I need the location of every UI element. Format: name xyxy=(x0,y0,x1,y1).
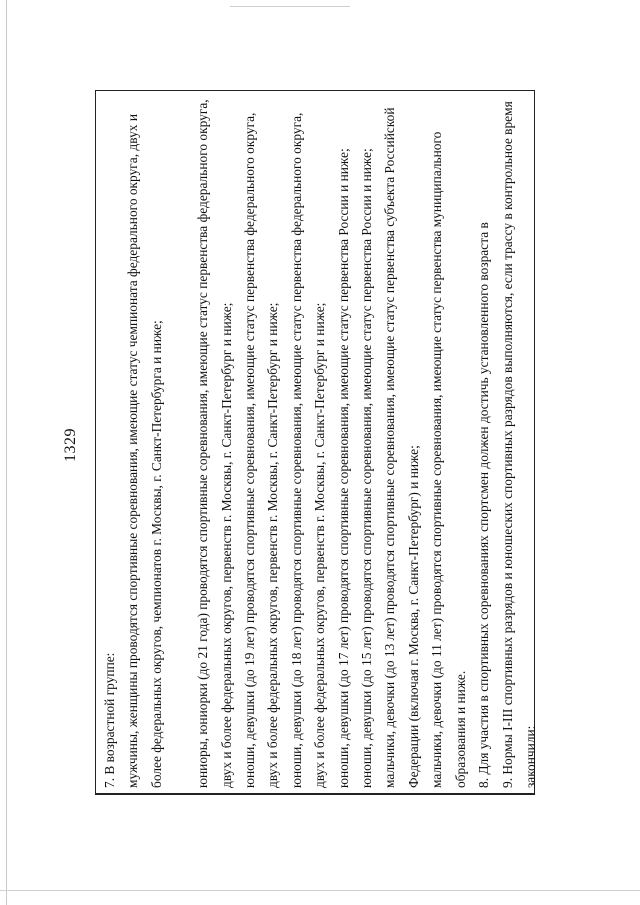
paragraph-gap xyxy=(168,96,191,788)
section-7-youth-17: юноши, девушки (до 17 лет) проводятся спортивные соревнования, имеющие статус первенства России и ниже; xyxy=(335,148,351,788)
section-8: 8. Для участия в спортивных соревнованиях спортсмен должен достичь установленного возраста в xyxy=(476,222,492,788)
scan-mark-top xyxy=(230,6,350,7)
scan-edge-left xyxy=(6,0,7,905)
section-9: 9. Нормы I-III спортивных разрядов и юношеских спортивных разрядов выполняются, если трассу в контрольное время закончили: xyxy=(499,101,538,788)
section-7-youth-19: юноши, девушки (до 19 лет) проводятся спортивные соревнования, имеющие статус первенства федерального округа, двух и более федеральных округов, первенств г. Москвы, г. Санкт-Петербург и ниже; xyxy=(242,112,281,788)
table-content-cell xyxy=(98,96,542,788)
section-7-men-women: мужчины, женщины проводятся спортивные соревнования, имеющие статус чемпионата федерального округа, двух и более федеральных округов, чемпионатов г. Москвы, г. Санкт-Петербурга и ниже; xyxy=(125,114,164,788)
section-7-boys-13: мальчики, девочки (до 13 лет) проводятся спортивные соревнования, имеющие статус первенства субъекта Российской Федерации (включая г. Москва, г. Санкт-Петербург) и ниже; xyxy=(382,107,421,788)
section-7-youth-15: юноши, девушки (до 15 лет) проводятся спортивные соревнования, имеющие статус первенства России и ниже; xyxy=(359,148,375,788)
scan-edge-bottom xyxy=(0,890,640,891)
page-number: 1329 xyxy=(62,428,79,462)
table-column-divider xyxy=(96,793,534,794)
section-7-juniors-21: юниоры, юниорки (до 21 года) проводятся спортивные соревнования, имеющие статус первенства федерального округа, двух и более федеральных округов, первенств г. Москвы, г. Санкт-Петербург и ниже; xyxy=(195,99,234,788)
section-7-boys-11: мальчики, девочки (до 11 лет) проводятся спортивные соревнования, имеющие статус первенства муниципального образования и ниже. xyxy=(429,131,468,788)
section-7-youth-18: юноши, девушки (до 18 лет) проводятся спортивные соревнования, имеющие статус первенства федерального округа, двух и более федеральных округов, первенств г. Москвы, г. Санкт-Петербург и ниже; xyxy=(288,112,328,788)
rotated-document-page xyxy=(60,65,580,825)
document-table xyxy=(95,90,538,795)
section-7-title: 7. В возрастной группе: xyxy=(102,652,117,788)
